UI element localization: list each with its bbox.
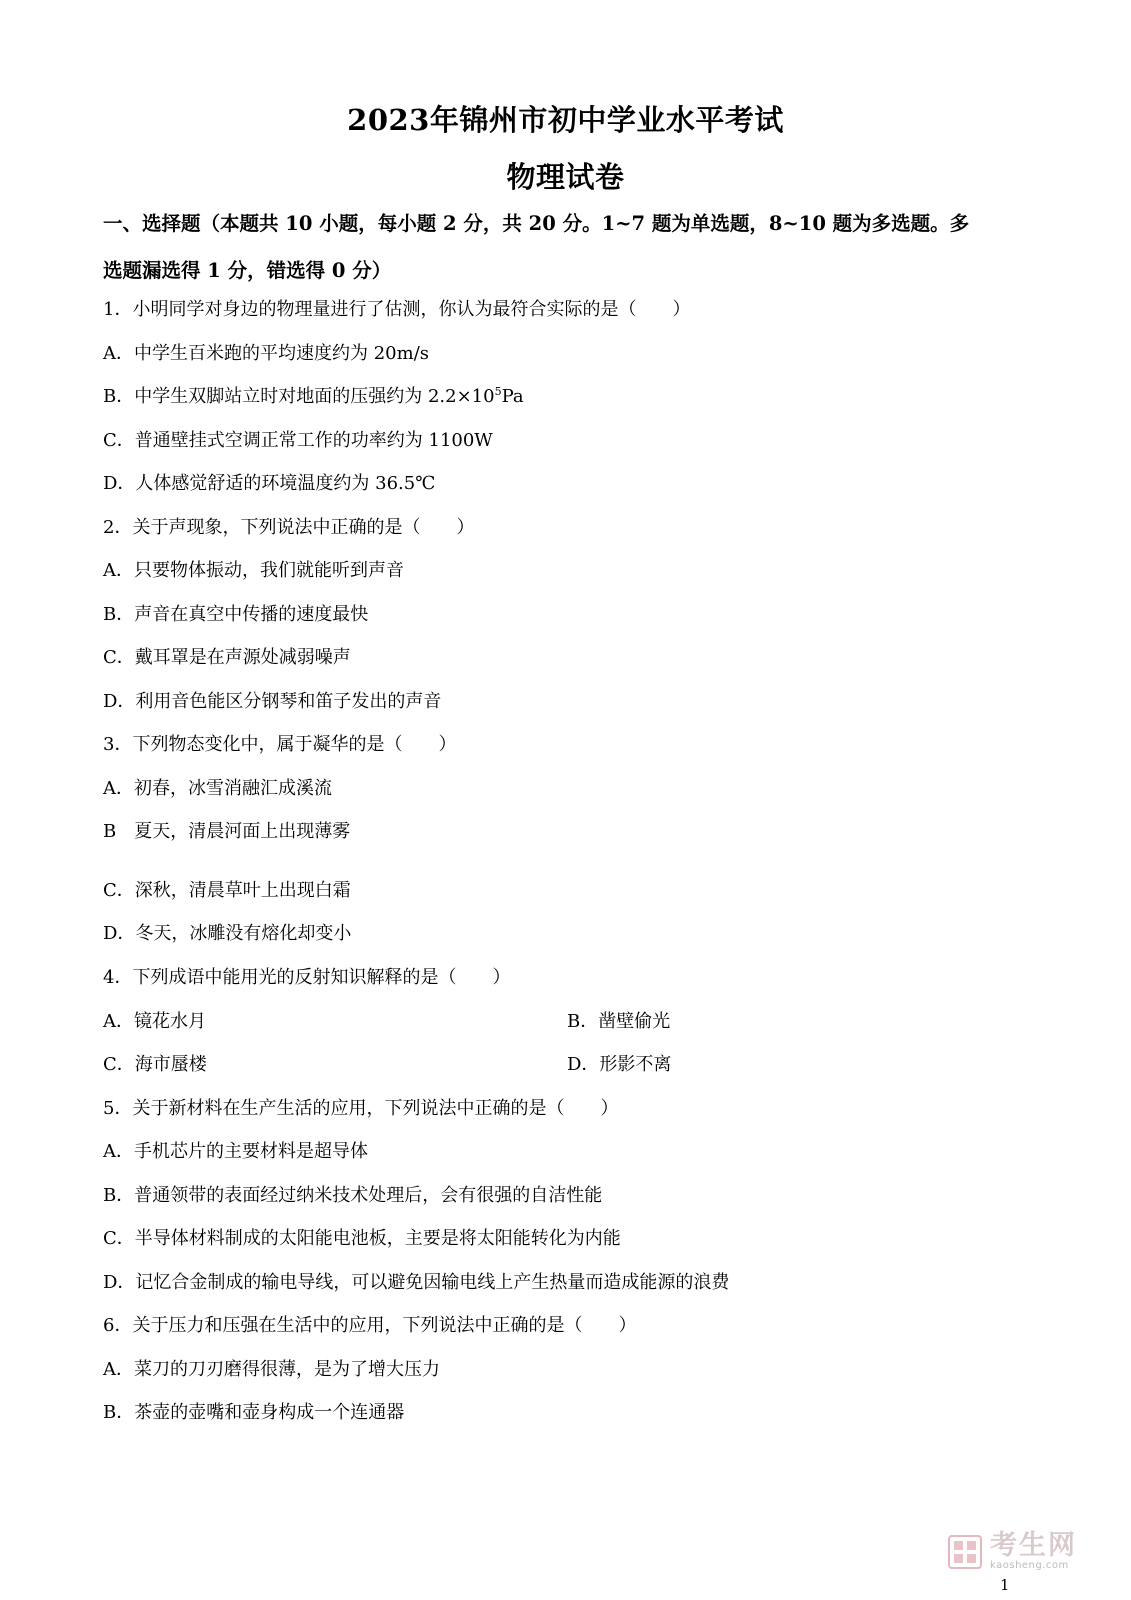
question-6-stem: 6．关于压力和压强在生活中的应用，下列说法中正确的是（ ）	[103, 1315, 637, 1336]
question-3-option-a: A．初春，冰雪消融汇成溪流	[103, 778, 332, 799]
question-2-option-b: B．声音在真空中传播的速度最快	[103, 604, 369, 625]
section-heading	[103, 200, 1033, 294]
question-4-stem: 4．下列成语中能用光的反射知识解释的是（ ）	[103, 967, 511, 988]
question-6-option-a: A．菜刀的刀刃磨得很薄，是为了增大压力	[103, 1359, 440, 1380]
question-3-option-b: B 夏天，清晨河面上出现薄雾	[103, 821, 351, 842]
question-4-option-b: B．凿壁偷光	[567, 1011, 671, 1032]
question-2-option-a: A．只要物体振动，我们就能听到声音	[103, 560, 404, 581]
question-6-option-b: B．茶壶的壶嘴和壶身构成一个连通器	[103, 1402, 405, 1423]
section-heading-line-2: 选题漏选得 1 分，错选得 0 分）	[103, 259, 392, 282]
question-5-option-c: C．半导体材料制成的太阳能电池板，主要是将太阳能转化为内能	[103, 1228, 621, 1249]
exam-title: 2023年锦州市初中学业水平考试	[347, 103, 784, 137]
exam-subtitle: 物理试卷	[506, 160, 625, 194]
question-2-option-c: C．戴耳罩是在声源处减弱噪声	[103, 647, 351, 668]
watermark-cn: 考生网	[990, 1530, 1077, 1561]
section-heading-line-1: 一、选择题（本题共 10 小题，每小题 2 分，共 20 分。1~7 题为单选题，8~10 题为多选题。多	[103, 212, 970, 235]
question-5-option-a: A．手机芯片的主要材料是超导体	[103, 1141, 368, 1162]
question-4-option-d: D．形影不离	[567, 1054, 672, 1075]
question-1-option-c: C．普通壁挂式空调正常工作的功率约为 1100W	[103, 430, 493, 451]
option-unit: Pa	[501, 386, 524, 407]
question-1-option-a: A．中学生百米跑的平均速度约为 20m/s	[103, 343, 429, 364]
question-4-option-c: C．海市蜃楼	[103, 1054, 207, 1075]
question-2-stem: 2．关于声现象，下列说法中正确的是（ ）	[103, 517, 475, 538]
question-1-option-b	[103, 385, 524, 409]
question-2-option-d: D．利用音色能区分钢琴和笛子发出的声音	[103, 691, 442, 712]
watermark-en: kaosheng.com	[990, 1560, 1069, 1571]
page-number: 1	[1000, 1576, 1010, 1594]
question-5-stem: 5．关于新材料在生产生活的应用，下列说法中正确的是（ ）	[103, 1098, 619, 1119]
exponent: 5	[494, 385, 502, 398]
question-3-option-c: C．深秋，清晨草叶上出现白霜	[103, 880, 351, 901]
question-5-option-b: B．普通领带的表面经过纳米技术处理后，会有很强的自洁性能	[103, 1185, 603, 1206]
question-3-option-d: D．冬天，冰雕没有熔化却变小	[103, 923, 352, 944]
watermark-text	[990, 1532, 1077, 1571]
question-5-option-d: D．记忆合金制成的输电导线，可以避免因输电线上产生热量而造成能源的浪费	[103, 1272, 730, 1293]
question-3-stem: 3．下列物态变化中，属于凝华的是（ ）	[103, 734, 457, 755]
question-4-option-a: A．镜花水月	[103, 1011, 206, 1032]
watermark	[948, 1532, 1077, 1571]
question-1-stem: 1．小明同学对身边的物理量进行了估测，你认为最符合实际的是（ ）	[103, 299, 691, 320]
kaosheng-logo-icon	[948, 1535, 982, 1569]
option-text: B．中学生双脚站立时对地面的压强约为 2.2×10	[103, 386, 495, 407]
question-1-option-d: D．人体感觉舒适的环境温度约为 36.5℃	[103, 473, 436, 494]
